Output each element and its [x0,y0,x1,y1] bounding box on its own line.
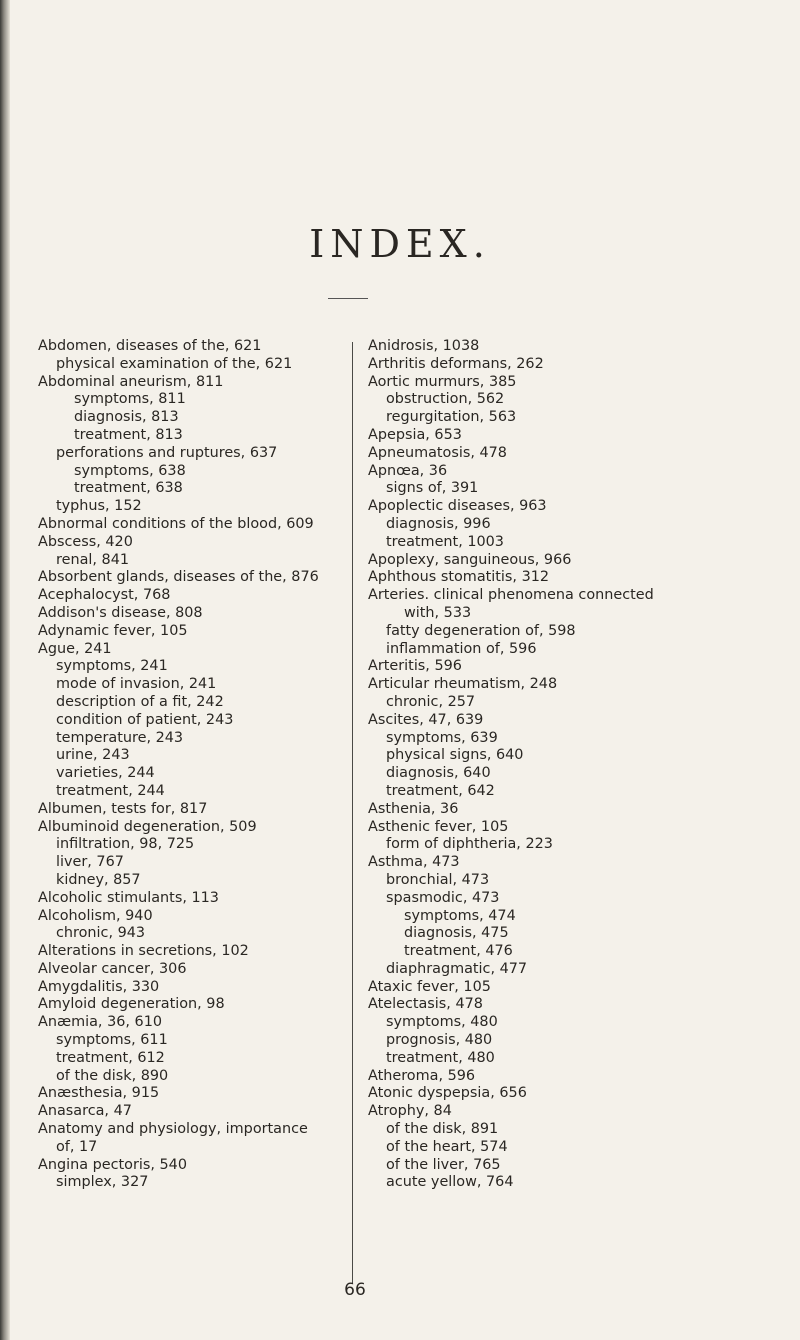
index-entry: temperature, 243 [56,729,184,746]
index-entry: Ague, 241 [38,640,112,657]
index-entry: physical signs, 640 [386,747,524,764]
index-entry: treatment, 476 [404,943,513,960]
index-entry: treatment, 612 [56,1049,165,1066]
index-entry: diagnosis, 813 [74,409,179,426]
index-entry: symptoms, 638 [74,462,186,479]
index-entry: Alterations in secretions, 102 [38,943,249,960]
index-entry: Atelectasis, 478 [368,996,483,1013]
index-entry: form of diphtheria, 223 [386,836,553,853]
index-entry: Alcoholism, 940 [38,907,153,924]
index-column-left [38,338,348,1192]
index-entry: Albuminoid degeneration, 509 [38,818,257,835]
page-title: INDEX. [309,222,491,266]
index-entry: Absorbent glands, diseases of the, 876 [38,569,319,586]
index-entry: condition of patient, 243 [56,711,234,728]
index-entry: treatment, 813 [74,426,183,443]
index-entry: typhus, 152 [56,498,142,515]
index-entry: of the liver, 765 [386,1156,501,1173]
index-entry: inflammation of, 596 [386,640,537,657]
index-entry: treatment, 480 [386,1049,495,1066]
page-number: 66 [344,1280,366,1300]
index-entry: treatment, 642 [386,782,495,799]
index-entry: diagnosis, 640 [386,765,491,782]
index-entry: Albumen, tests for, 817 [38,800,208,817]
index-entry: Acephalocyst, 768 [38,587,171,604]
index-entry: Apnœa, 36 [368,462,448,479]
index-entry: Ascites, 47, 639 [368,711,484,728]
index-entry: of the heart, 574 [386,1138,508,1155]
index-entry: Aphthous stomatitis, 312 [368,569,550,586]
index-entry: liver, 767 [56,854,124,871]
index-entry: Asthenic fever, 105 [368,818,509,835]
index-column-right [368,338,788,1192]
index-entry: of, 17 [56,1138,98,1155]
index-entry: spasmodic, 473 [386,889,500,906]
index-entry: symptoms, 811 [74,391,186,408]
index-entry: Anæsthesia, 915 [38,1085,160,1102]
index-entry: fatty degeneration of, 598 [386,622,576,639]
index-entry: Abscess, 420 [38,533,133,550]
index-entry: Atheroma, 596 [368,1067,476,1084]
index-entry: Anatomy and physiology, importance [38,1121,308,1138]
index-entry: Alcoholic stimulants, 113 [38,889,219,906]
index-entry: of the disk, 891 [386,1121,499,1138]
index-entry: Abdominal aneurism, 811 [38,373,224,390]
index-entry: treatment, 244 [56,782,165,799]
index-entry: Anæmia, 36, 610 [38,1014,163,1031]
page-binding-edge [0,0,10,1340]
index-entry: Anasarca, 47 [38,1103,132,1120]
index-entry: regurgitation, 563 [386,409,517,426]
index-entry: Ataxic fever, 105 [368,978,491,995]
index-entry: Atonic dyspepsia, 656 [368,1085,527,1102]
index-entry: Arteries. clinical phenomena connected [368,587,654,604]
index-entry: signs of, 391 [386,480,479,497]
index-entry: chronic, 943 [56,925,146,942]
index-entry: Apoplexy, sanguineous, 966 [368,551,572,568]
column-divider [352,342,353,1284]
index-entry: diagnosis, 996 [386,515,491,532]
index-entry: description of a fit, 242 [56,693,224,710]
index-entry: prognosis, 480 [386,1032,493,1049]
index-entry: urine, 243 [56,747,130,764]
index-entry: Abdomen, diseases of the, 621 [38,338,262,354]
index-entry: simplex, 327 [56,1174,149,1191]
index-entry: diagnosis, 475 [404,925,509,942]
index-entry: treatment, 1003 [386,533,504,550]
index-entry: symptoms, 480 [386,1014,498,1031]
index-entry: Amyloid degeneration, 98 [38,996,225,1013]
index-entry: Addison's disease, 808 [38,604,203,621]
index-entry: Abnormal conditions of the blood, 609 [38,515,314,532]
index-entry: symptoms, 241 [56,658,168,675]
index-entry: mode of invasion, 241 [56,676,217,693]
index-entry: Adynamic fever, 105 [38,622,188,639]
index-entry: Anidrosis, 1038 [368,338,480,354]
index-entry: symptoms, 639 [386,729,498,746]
index-entry: perforations and ruptures, 637 [56,444,278,461]
index-entry: with, 533 [404,604,472,621]
index-entry: Arteritis, 596 [368,658,462,675]
index-entry: treatment, 638 [74,480,183,497]
index-entry: Angina pectoris, 540 [38,1156,187,1173]
index-entry: Alveolar cancer, 306 [38,960,187,977]
index-entry: Apneumatosis, 478 [368,444,507,461]
index-entry: chronic, 257 [386,693,476,710]
index-entry: varieties, 244 [56,765,155,782]
index-entry: renal, 841 [56,551,130,568]
index-entry: Aortic murmurs, 385 [368,373,517,390]
index-entry: obstruction, 562 [386,391,505,408]
index-entry: Amygdalitis, 330 [38,978,160,995]
index-entry: Atrophy, 84 [368,1103,452,1120]
index-entry: diaphragmatic, 477 [386,960,528,977]
index-entry: bronchial, 473 [386,871,490,888]
index-entry: physical examination of the, 621 [56,355,293,372]
index-entry: Asthma, 473 [368,854,460,871]
index-entry: of the disk, 890 [56,1067,169,1084]
index-entry: kidney, 857 [56,871,141,888]
title-rule [328,298,368,299]
index-entry: Asthenia, 36 [368,800,459,817]
index-entry: acute yellow, 764 [386,1174,514,1191]
index-entry: Apoplectic diseases, 963 [368,498,547,515]
index-entry: symptoms, 474 [404,907,516,924]
index-entry: Arthritis deformans, 262 [368,355,544,372]
index-entry: infiltration, 98, 725 [56,836,195,853]
index-entry: Apepsia, 653 [368,426,462,443]
index-entry: symptoms, 611 [56,1032,168,1049]
index-entry: Articular rheumatism, 248 [368,676,558,693]
